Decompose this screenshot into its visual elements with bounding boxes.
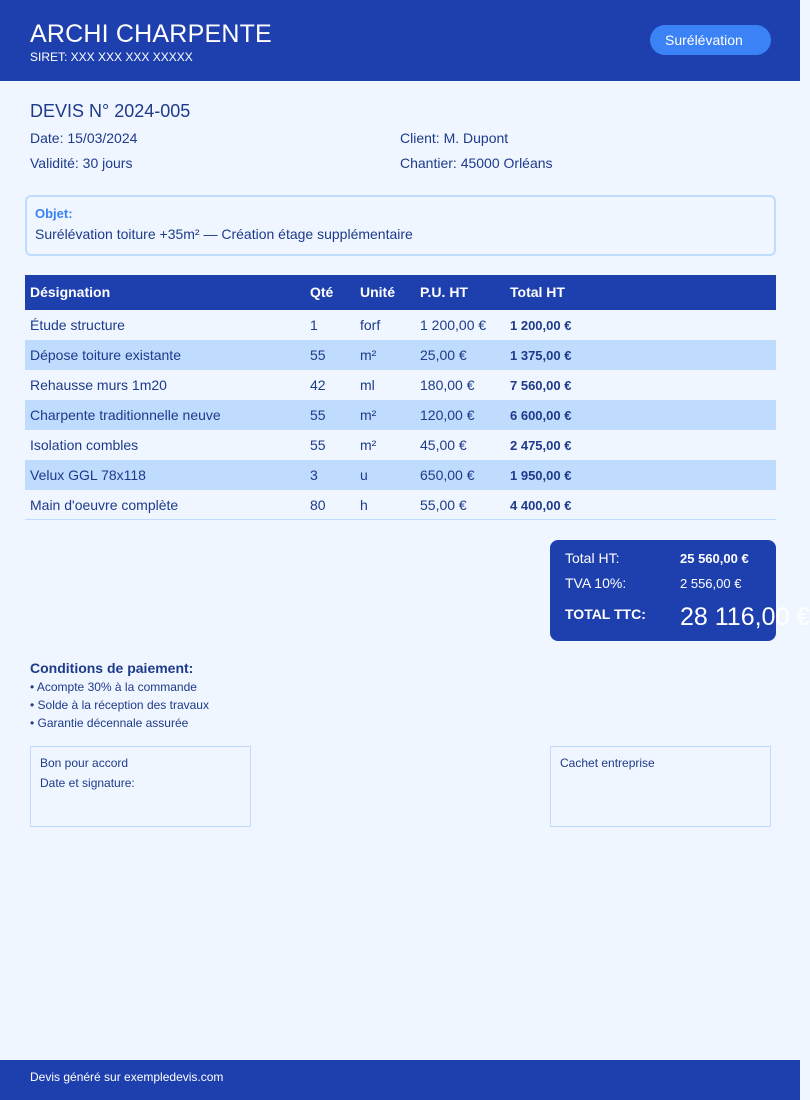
table-row xyxy=(25,490,776,520)
table-row xyxy=(25,370,776,400)
client-signature-box[interactable] xyxy=(30,746,251,827)
client-name: Client: M. Dupont xyxy=(400,130,509,146)
row-total: 1 375,00 € xyxy=(510,348,572,363)
header-quantity: Qté xyxy=(310,284,334,300)
table-header xyxy=(25,275,776,310)
row-quantity: 1 xyxy=(310,317,318,333)
company-name: ARCHI CHARPENTE xyxy=(30,20,272,48)
row-total: 1 200,00 € xyxy=(510,318,572,333)
row-quantity: 55 xyxy=(310,407,326,423)
row-unit: h xyxy=(360,497,368,513)
row-unit-price: 45,00 € xyxy=(420,437,467,453)
total-ht-label: Total HT: xyxy=(565,550,620,566)
table-row xyxy=(25,400,776,430)
row-unit-price: 25,00 € xyxy=(420,347,467,363)
siret-number: SIRET: XXX XXX XXX XXXXX xyxy=(30,50,193,64)
object-label: Objet: xyxy=(35,206,73,221)
row-unit-price: 1 200,00 € xyxy=(420,317,487,333)
object-description: Surélévation toiture +35m² — Création étage supplémentaire xyxy=(35,226,413,242)
tva-value: 2 556,00 € xyxy=(680,576,742,591)
date-signature-label: Date et signature: xyxy=(40,776,135,790)
items-table xyxy=(25,275,776,520)
row-total: 6 600,00 € xyxy=(510,408,572,423)
totals-box xyxy=(550,540,810,641)
total-ht-value: 25 560,00 € xyxy=(680,551,749,566)
stamp-label: Cachet entreprise xyxy=(560,756,655,770)
total-ttc-label: TOTAL TTC: xyxy=(565,606,646,622)
row-designation: Rehausse murs 1m20 xyxy=(30,377,167,393)
row-unit-price: 180,00 € xyxy=(420,377,475,393)
payment-conditions-title: Conditions de paiement: xyxy=(30,660,194,676)
quote-date: Date: 15/03/2024 xyxy=(30,130,138,146)
footer-text: Devis généré sur exempledevis.com xyxy=(30,1070,224,1084)
row-unit: m² xyxy=(360,437,377,453)
quote-title: DEVIS N° 2024-005 xyxy=(30,101,191,121)
object-box xyxy=(25,195,776,256)
table-row xyxy=(25,310,776,340)
quote-validity: Validité: 30 jours xyxy=(30,155,133,171)
footer-bar xyxy=(0,1060,800,1100)
tva-label: TVA 10%: xyxy=(565,575,627,591)
row-designation: Main d'oeuvre complète xyxy=(30,497,179,513)
row-designation: Velux GGL 78x118 xyxy=(30,467,146,483)
row-unit: u xyxy=(360,467,368,483)
row-quantity: 55 xyxy=(310,437,326,453)
company-stamp-box xyxy=(550,746,771,827)
row-total: 4 400,00 € xyxy=(510,498,572,513)
payment-condition-item: • Solde à la réception des travaux xyxy=(30,698,209,712)
row-total: 2 475,00 € xyxy=(510,438,572,453)
header-designation: Désignation xyxy=(30,284,111,300)
row-designation: Dépose toiture existante xyxy=(30,347,181,363)
row-designation: Isolation combles xyxy=(30,437,139,453)
row-quantity: 42 xyxy=(310,377,326,393)
total-ttc-value: 28 116,00 € xyxy=(680,603,810,631)
row-total: 7 560,00 € xyxy=(510,378,572,393)
table-row xyxy=(25,430,776,460)
row-designation: Charpente traditionnelle neuve xyxy=(30,407,221,423)
category-badge: Surélévation xyxy=(650,25,771,55)
row-designation: Étude structure xyxy=(30,317,125,333)
row-unit: m² xyxy=(360,407,377,423)
site-location: Chantier: 45000 Orléans xyxy=(400,155,553,171)
row-unit: m² xyxy=(360,347,377,363)
row-unit: ml xyxy=(360,377,375,393)
row-unit-price: 55,00 € xyxy=(420,497,467,513)
payment-condition-item: • Garantie décennale assurée xyxy=(30,716,189,730)
payment-condition-item: • Acompte 30% à la commande xyxy=(30,680,197,694)
approval-label: Bon pour accord xyxy=(40,756,129,770)
header-unit: Unité xyxy=(360,284,395,300)
row-total: 1 950,00 € xyxy=(510,468,572,483)
table-row xyxy=(25,340,776,370)
row-quantity: 55 xyxy=(310,347,326,363)
table-row xyxy=(25,460,776,490)
header-bar xyxy=(0,0,800,81)
row-unit-price: 650,00 € xyxy=(420,467,475,483)
row-quantity: 3 xyxy=(310,467,318,483)
row-unit: forf xyxy=(360,317,381,333)
row-quantity: 80 xyxy=(310,497,326,513)
header-unit-price: P.U. HT xyxy=(420,284,468,300)
row-unit-price: 120,00 € xyxy=(420,407,475,423)
header-total: Total HT xyxy=(510,284,565,300)
